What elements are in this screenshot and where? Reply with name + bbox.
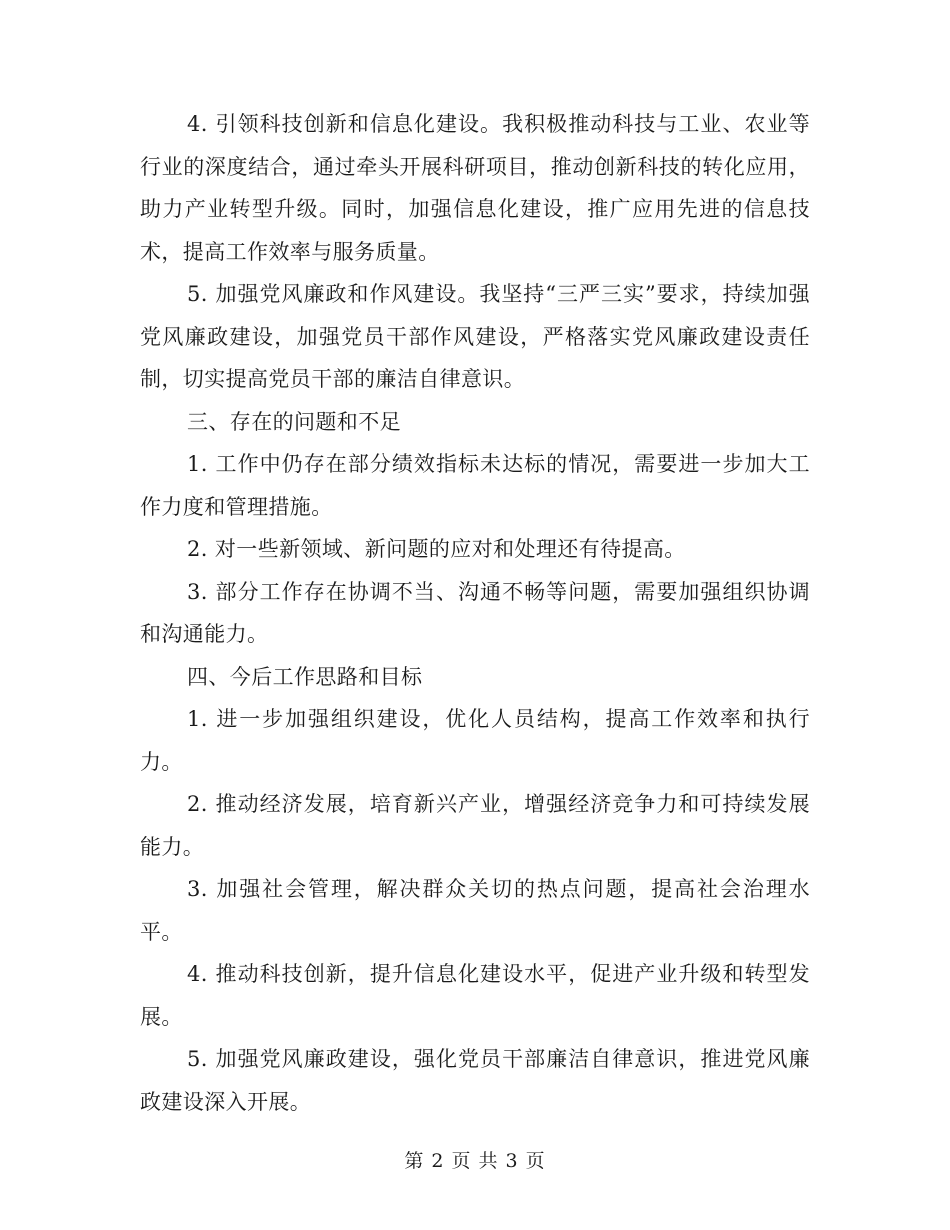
- paragraph-goal-5: 5. 加强党风廉政建设，强化党员干部廉洁自律意识，推进党风廉政建设深入开展。: [140, 1047, 810, 1114]
- page-number-footer: 第 2 页 共 3 页: [404, 1150, 546, 1172]
- paragraph-problem-1: 1. 工作中仍存在部分绩效指标未达标的情况，需要进一步加大工作力度和管理措施。: [140, 452, 810, 519]
- paragraph-goal-3: 3. 加强社会管理，解决群众关切的热点问题，提高社会治理水平。: [140, 877, 810, 944]
- section-heading-problems: 三、存在的问题和不足: [187, 409, 401, 434]
- paragraph-party-conduct: 5. 加强党风廉政和作风建设。我坚持“三严三实”要求，持续加强党风廉政建设，加强党员干部作风建设，严格落实党风廉政建设责任制，切实提高党员干部的廉洁自律意识。: [140, 282, 810, 391]
- paragraph-problem-3: 3. 部分工作存在协调不当、沟通不畅等问题，需要加强组织协调和沟通能力。: [140, 579, 810, 646]
- paragraph-problem-2: 2. 对一些新领域、新问题的应对和处理还有待提高。: [187, 537, 686, 561]
- paragraph-goal-4: 4. 推动科技创新，提升信息化建设水平，促进产业升级和转型发展。: [140, 962, 810, 1029]
- document-body: [140, 103, 810, 1123]
- paragraph-goal-1: 1. 进一步加强组织建设，优化人员结构，提高工作效率和执行力。: [140, 707, 810, 774]
- section-heading-future-goals: 四、今后工作思路和目标: [187, 664, 423, 689]
- paragraph-tech-innovation: 4. 引领科技创新和信息化建设。我积极推动科技与工业、农业等行业的深度结合，通过牵头开展科研项目，推动创新科技的转化应用，助力产业转型升级。同时，加强信息化建设，推广应用先进的信息技术，提高工作效率与服务质量。: [140, 112, 810, 264]
- paragraph-goal-2: 2. 推动经济发展，培育新兴产业，增强经济竞争力和可持续发展能力。: [140, 792, 810, 859]
